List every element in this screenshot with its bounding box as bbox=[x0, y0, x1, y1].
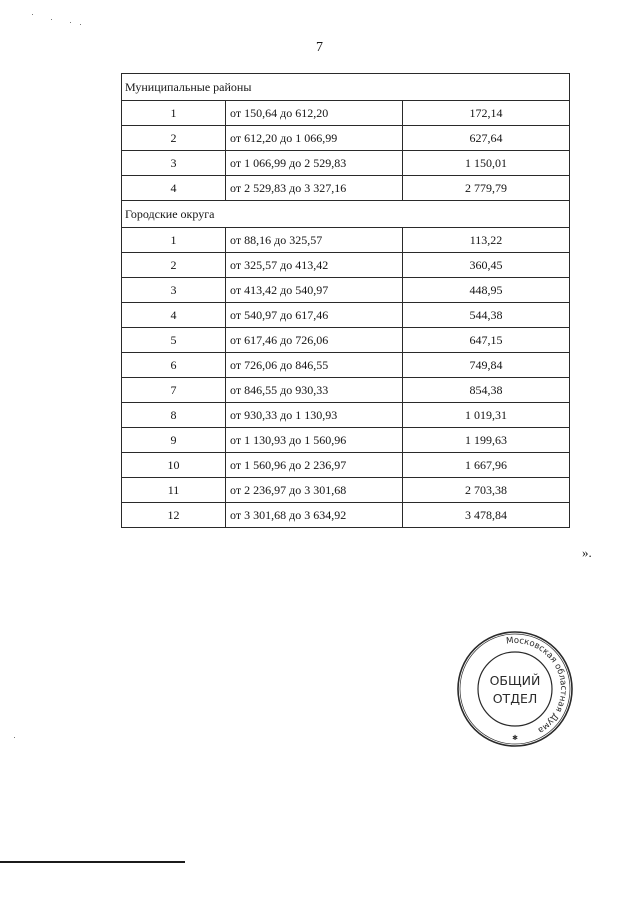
table-row bbox=[122, 353, 570, 378]
scan-speck bbox=[70, 22, 71, 23]
row-range: от 413,42 до 540,97 bbox=[226, 278, 403, 303]
closing-quote: ». bbox=[582, 545, 592, 560]
row-value: 1 199,63 bbox=[403, 428, 570, 453]
row-number: 10 bbox=[122, 453, 226, 478]
section-header-row bbox=[122, 74, 570, 101]
table-row bbox=[122, 176, 570, 201]
table-row bbox=[122, 378, 570, 403]
table-row bbox=[122, 453, 570, 478]
seal-center-line2: ОТДЕЛ bbox=[492, 691, 538, 706]
row-number: 9 bbox=[122, 428, 226, 453]
row-value: 647,15 bbox=[403, 328, 570, 353]
scan-speck bbox=[32, 14, 33, 15]
table-row bbox=[122, 503, 570, 528]
row-value: 113,22 bbox=[403, 228, 570, 253]
row-number: 5 bbox=[122, 328, 226, 353]
seal-outer-ring bbox=[458, 632, 572, 746]
row-value: 1 019,31 bbox=[403, 403, 570, 428]
table-row bbox=[122, 228, 570, 253]
row-range: от 846,55 до 930,33 bbox=[226, 378, 403, 403]
row-range: от 1 560,96 до 2 236,97 bbox=[226, 453, 403, 478]
row-value: 854,38 bbox=[403, 378, 570, 403]
row-range: от 1 130,93 до 1 560,96 bbox=[226, 428, 403, 453]
bottom-rule bbox=[0, 861, 185, 863]
row-range: от 325,57 до 413,42 bbox=[226, 253, 403, 278]
section-header-row bbox=[122, 201, 570, 228]
row-range: от 3 301,68 до 3 634,92 bbox=[226, 503, 403, 528]
row-value: 627,64 bbox=[403, 126, 570, 151]
rates-table-body bbox=[122, 74, 570, 528]
row-number: 2 bbox=[122, 253, 226, 278]
row-value: 544,38 bbox=[403, 303, 570, 328]
row-number: 2 bbox=[122, 126, 226, 151]
section-title: Городские округа bbox=[122, 201, 570, 228]
row-value: 360,45 bbox=[403, 253, 570, 278]
row-range: от 1 066,99 до 2 529,83 bbox=[226, 151, 403, 176]
row-number: 8 bbox=[122, 403, 226, 428]
row-number: 3 bbox=[122, 278, 226, 303]
section-title: Муниципальные районы bbox=[122, 74, 570, 101]
row-range: от 930,33 до 1 130,93 bbox=[226, 403, 403, 428]
table-row bbox=[122, 478, 570, 503]
table-row bbox=[122, 278, 570, 303]
table-row bbox=[122, 403, 570, 428]
row-value: 2 779,79 bbox=[403, 176, 570, 201]
row-number: 1 bbox=[122, 101, 226, 126]
table-row bbox=[122, 428, 570, 453]
row-number: 7 bbox=[122, 378, 226, 403]
page-number: 7 bbox=[316, 40, 323, 55]
row-range: от 540,97 до 617,46 bbox=[226, 303, 403, 328]
row-value: 172,14 bbox=[403, 101, 570, 126]
table-row bbox=[122, 303, 570, 328]
row-number: 3 bbox=[122, 151, 226, 176]
seal-inner-ring bbox=[478, 652, 552, 726]
row-number: 1 bbox=[122, 228, 226, 253]
row-range: от 617,46 до 726,06 bbox=[226, 328, 403, 353]
row-number: 4 bbox=[122, 176, 226, 201]
rates-table bbox=[121, 73, 570, 528]
table-row bbox=[122, 126, 570, 151]
row-number: 12 bbox=[122, 503, 226, 528]
table-row bbox=[122, 253, 570, 278]
row-value: 1 667,96 bbox=[403, 453, 570, 478]
scan-speck bbox=[14, 737, 15, 738]
row-value: 749,84 bbox=[403, 353, 570, 378]
seal-center-line1: ОБЩИЙ bbox=[489, 673, 541, 688]
scan-speck bbox=[51, 19, 52, 20]
seal-outer-ring-inner bbox=[460, 634, 570, 744]
row-number: 6 bbox=[122, 353, 226, 378]
scan-speck bbox=[80, 24, 81, 25]
row-range: от 612,20 до 1 066,99 bbox=[226, 126, 403, 151]
seal-stamp bbox=[455, 629, 575, 749]
row-range: от 88,16 до 325,57 bbox=[226, 228, 403, 253]
seal-ring-textpath: Московская областная Дума bbox=[505, 635, 569, 736]
row-range: от 2 529,83 до 3 327,16 bbox=[226, 176, 403, 201]
row-number: 11 bbox=[122, 478, 226, 503]
row-range: от 150,64 до 612,20 bbox=[226, 101, 403, 126]
seal-star-icon: ✱ bbox=[512, 734, 518, 742]
table-row bbox=[122, 151, 570, 176]
table-row bbox=[122, 328, 570, 353]
row-number: 4 bbox=[122, 303, 226, 328]
row-range: от 2 236,97 до 3 301,68 bbox=[226, 478, 403, 503]
row-value: 448,95 bbox=[403, 278, 570, 303]
row-value: 2 703,38 bbox=[403, 478, 570, 503]
table-row bbox=[122, 101, 570, 126]
row-value: 3 478,84 bbox=[403, 503, 570, 528]
row-range: от 726,06 до 846,55 bbox=[226, 353, 403, 378]
row-value: 1 150,01 bbox=[403, 151, 570, 176]
